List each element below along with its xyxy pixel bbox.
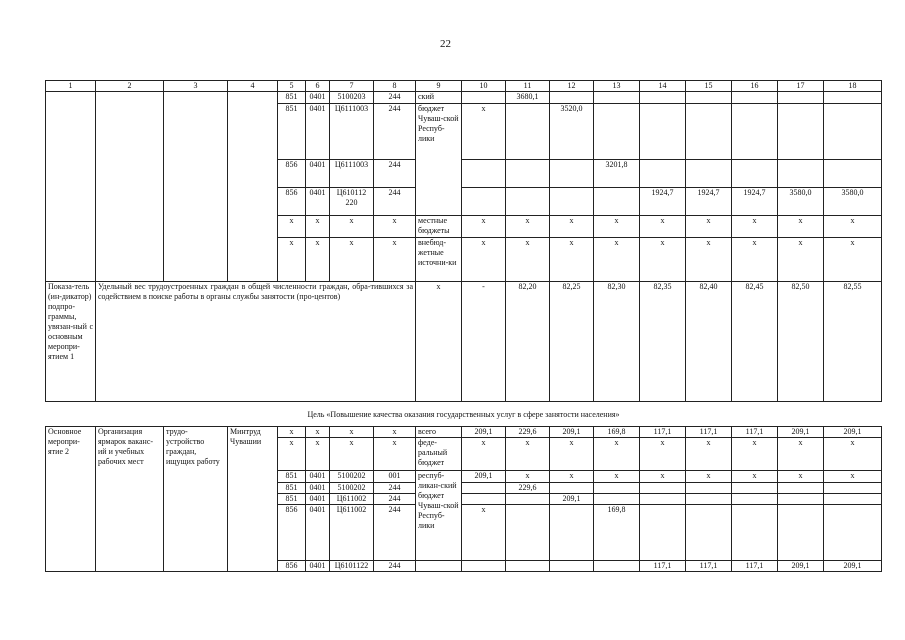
table-cell: 0401 [306,505,330,561]
table-cell [550,483,594,494]
table-cell: 82,40 [686,282,732,402]
table-cell: 0401 [306,471,330,483]
table-cell: х [550,438,594,471]
table-cell: ский [416,92,462,104]
table-cell [550,505,594,561]
table-cell [686,505,732,561]
table-cell: х [462,216,506,238]
table-cell: х [374,216,416,238]
table-cell: х [506,216,550,238]
header-row [46,81,882,92]
table-cell: 209,1 [550,494,594,505]
table-cell: х [640,438,686,471]
table-cell [506,188,550,216]
table-cell: 229,6 [506,427,550,438]
table-cell: 82,35 [640,282,686,402]
table-cell: Ц6111003 [330,160,374,188]
table-cell: 5100202 [330,471,374,483]
table-cell [732,505,778,561]
table-cell: х [778,471,824,483]
table-cell: х [278,438,306,471]
header-cell: 7 [330,81,374,92]
table-cell: 0401 [306,494,330,505]
table-cell: х [778,438,824,471]
table-cell: 856 [278,561,306,572]
header-cell: 13 [594,81,640,92]
table-cell: х [278,427,306,438]
table-cell: 856 [278,188,306,216]
table-cell: х [594,238,640,282]
table-cell: 209,1 [824,427,882,438]
header-cell: 8 [374,81,416,92]
table-cell: 3580,0 [824,188,882,216]
table-cell: 851 [278,471,306,483]
table-cell [778,160,824,188]
header-cell: 4 [228,81,278,92]
table-cell [640,160,686,188]
table-cell: бюджет Чуваш-ской Респуб-лики [416,104,462,216]
table-cell: х [732,238,778,282]
goal-row [46,402,882,427]
table-cell: 856 [278,505,306,561]
table-cell [462,188,506,216]
table-cell: х [462,238,506,282]
table-cell: всего [416,427,462,438]
table-cell: 3680,1 [506,92,550,104]
table-cell: х [306,216,330,238]
table-cell: 0401 [306,188,330,216]
indicator-row [46,282,882,402]
table-cell [824,483,882,494]
table-cell: х [640,471,686,483]
table-cell [732,483,778,494]
table-cell: 1924,7 [640,188,686,216]
table-cell [550,160,594,188]
table-cell: х [330,427,374,438]
header-cell: 18 [824,81,882,92]
indicator-label: Показа-тель (ин-дикатор) подпро-граммы, увязан-ный с основным меропри-ятием 1 [46,282,96,402]
table-cell [778,494,824,505]
table-cell [228,92,278,282]
table-cell: х [686,216,732,238]
table-cell [686,104,732,160]
header-cell: 3 [164,81,228,92]
table-cell: х [506,471,550,483]
table-cell: х [416,282,462,402]
table-cell [640,505,686,561]
table-cell [686,483,732,494]
table-cell [686,494,732,505]
table-cell: 82,55 [824,282,882,402]
table-cell: 0401 [306,104,330,160]
table-cell [778,483,824,494]
table-cell: 1924,7 [686,188,732,216]
table-cell: 851 [278,483,306,494]
header-cell: 9 [416,81,462,92]
table-cell [506,104,550,160]
table-cell: х [306,438,330,471]
table-cell [164,92,228,282]
header-cell: 14 [640,81,686,92]
table-cell [824,160,882,188]
table-cell [416,561,462,572]
table-cell: 244 [374,104,416,160]
indicator-text: Удельный вес трудоустроенных граждан в общей численности граждан, обра-тившихся за содействием в поиске работы в органы службы занятости (про-центов) [96,282,416,402]
table-cell: местные бюджеты [416,216,462,238]
table-cell: х [506,238,550,282]
header-cell: 1 [46,81,96,92]
table-cell: 0401 [306,483,330,494]
table-cell: Ц6111003 [330,104,374,160]
table-cell: 001 [374,471,416,483]
table-cell: 82,20 [506,282,550,402]
table-cell: 3520,0 [550,104,594,160]
activity-result: трудо-устройство граждан, ищущих работу [164,427,228,572]
table-cell: 229,6 [506,483,550,494]
table-cell: Ц611002 [330,494,374,505]
table-cell: 82,25 [550,282,594,402]
table-cell [506,494,550,505]
table-cell: х [462,438,506,471]
table-cell: 82,45 [732,282,778,402]
activity-label: Основное меропри-ятие 2 [46,427,96,572]
header-cell: 15 [686,81,732,92]
table-cell: 117,1 [732,427,778,438]
budget-table [45,80,882,572]
table-cell [824,92,882,104]
table-cell: 117,1 [640,427,686,438]
table-cell: х [640,216,686,238]
table-cell [96,92,164,282]
table-cell: 0401 [306,92,330,104]
table-cell: респуб-ликан-ский бюджет Чуваш-ской Респуб-лики [416,471,462,561]
header-cell: 11 [506,81,550,92]
table-cell: х [278,238,306,282]
table-cell: х [550,471,594,483]
table-cell: х [732,471,778,483]
page-number: 22 [440,38,451,50]
table-cell: 856 [278,160,306,188]
table-cell: х [824,471,882,483]
table-cell [732,494,778,505]
table-cell: х [824,238,882,282]
table-cell: х [330,238,374,282]
table-cell: 244 [374,160,416,188]
table-cell [506,505,550,561]
table-cell [824,104,882,160]
table-cell [462,494,506,505]
table-cell: х [306,238,330,282]
table-cell [462,561,506,572]
table-cell: 1924,7 [732,188,778,216]
table-cell: 244 [374,561,416,572]
table-cell: Ц611002 [330,505,374,561]
table-cell: 0401 [306,561,330,572]
table-cell: х [594,471,640,483]
table-cell [46,92,96,282]
table-cell: х [506,438,550,471]
table-cell [824,494,882,505]
table-cell: 244 [374,483,416,494]
table-cell: 209,1 [462,427,506,438]
table-cell: х [278,216,306,238]
table-cell: 209,1 [824,561,882,572]
table-cell [550,92,594,104]
table-cell [462,160,506,188]
table-cell [640,92,686,104]
table-cell [732,104,778,160]
table-cell [686,92,732,104]
table-cell [594,188,640,216]
table-row [46,92,882,104]
table-cell: х [306,427,330,438]
table-cell: внебюд-жетные источни-ки [416,238,462,282]
table-cell: х [374,438,416,471]
table-cell: х [374,427,416,438]
goal-heading: Цель «Повышение качества оказания государственных услуг в сфере занятости населения» [46,402,882,427]
table-cell: 244 [374,494,416,505]
table-cell [778,92,824,104]
table-cell: х [732,216,778,238]
table-cell [640,494,686,505]
table-cell [594,104,640,160]
header-cell: 6 [306,81,330,92]
table-cell: 5100203 [330,92,374,104]
table-cell: х [594,216,640,238]
table-cell [778,104,824,160]
header-cell: 17 [778,81,824,92]
table-cell: х [374,238,416,282]
table-cell: 117,1 [686,561,732,572]
activity-executor: Минтруд Чувашии [228,427,278,572]
table-cell: х [594,438,640,471]
table-cell: х [778,238,824,282]
table-cell [506,561,550,572]
table-cell: х [778,216,824,238]
table-cell [686,160,732,188]
table-cell [732,160,778,188]
table-cell: х [330,216,374,238]
table-cell: феде-ральный бюджет [416,438,462,471]
activity-name: Организация ярмарок ваканс-ий и учебных рабочих мест [96,427,164,572]
table-cell: х [462,505,506,561]
table-cell: х [686,438,732,471]
table-cell: х [550,238,594,282]
header-cell: 10 [462,81,506,92]
table-cell: х [550,216,594,238]
table-cell: 169,8 [594,427,640,438]
table-cell: х [824,438,882,471]
table-cell: х [686,471,732,483]
table-cell [462,92,506,104]
table-cell: 244 [374,92,416,104]
table-cell [824,505,882,561]
table-cell [732,92,778,104]
table-cell [778,505,824,561]
table-cell: 3580,0 [778,188,824,216]
table-cell: х [686,238,732,282]
table-cell [506,160,550,188]
table-cell: 209,1 [778,561,824,572]
table-row [46,427,882,438]
table-cell: Ц610112 220 [330,188,374,216]
table-cell [594,561,640,572]
table-cell: 244 [374,505,416,561]
table-cell: 209,1 [462,471,506,483]
header-cell: 2 [96,81,164,92]
table-cell: 117,1 [640,561,686,572]
table-cell [550,561,594,572]
table-cell [594,483,640,494]
header-cell: 16 [732,81,778,92]
table-cell: - [462,282,506,402]
table-cell: 209,1 [778,427,824,438]
table-cell: х [640,238,686,282]
table-cell: 82,30 [594,282,640,402]
table-cell: х [462,104,506,160]
table-cell: 851 [278,92,306,104]
table-cell: 851 [278,104,306,160]
table-cell: 5100202 [330,483,374,494]
table-cell [640,104,686,160]
table-cell: 117,1 [686,427,732,438]
table-cell: 169,8 [594,505,640,561]
table-cell: 851 [278,494,306,505]
table-cell [550,188,594,216]
table-cell: 82,50 [778,282,824,402]
table-cell: Ц6101122 [330,561,374,572]
header-cell: 5 [278,81,306,92]
table-cell: х [732,438,778,471]
table-cell [594,92,640,104]
table-cell: 244 [374,188,416,216]
table-cell [462,483,506,494]
table-cell: х [824,216,882,238]
table-cell: х [330,438,374,471]
table-cell: 3201,8 [594,160,640,188]
header-cell: 12 [550,81,594,92]
table-cell: 0401 [306,160,330,188]
table-cell: 117,1 [732,561,778,572]
table-cell: 209,1 [550,427,594,438]
table-cell [594,494,640,505]
table-cell [640,483,686,494]
